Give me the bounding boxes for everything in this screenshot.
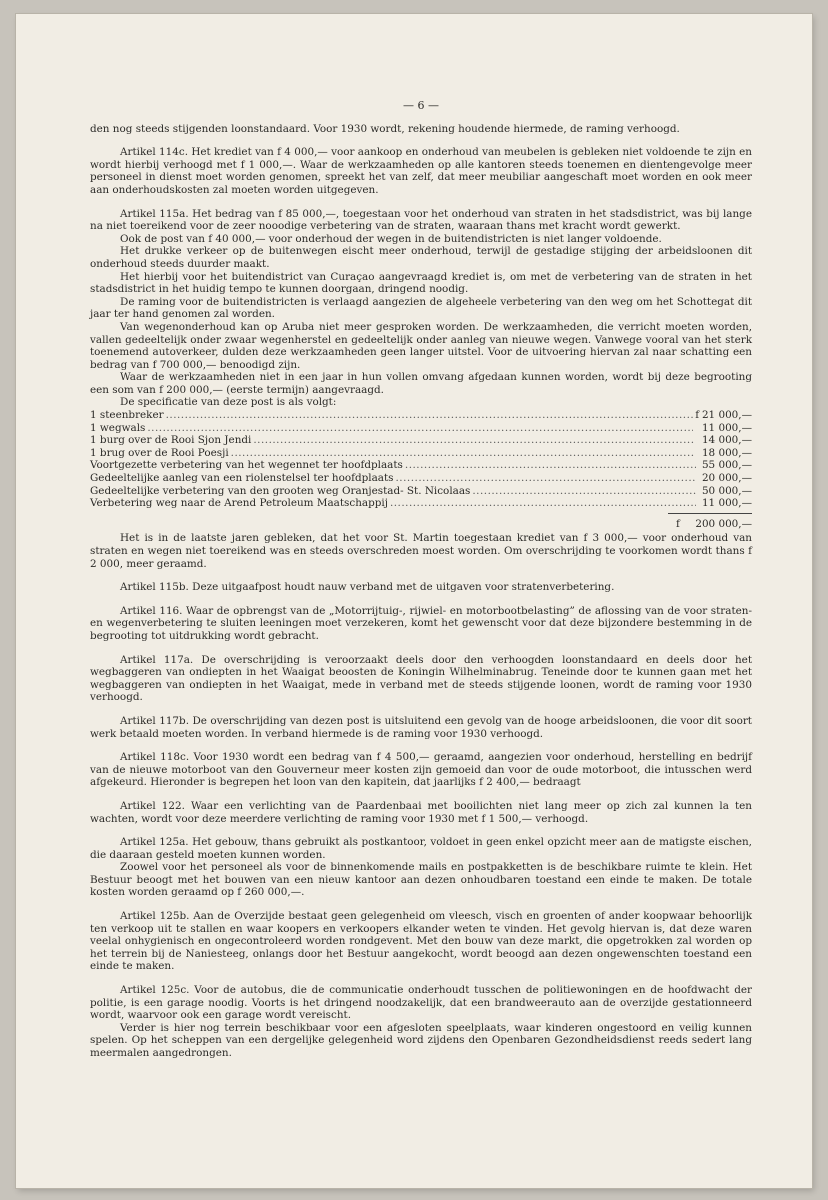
article-115a-line: De raming voor de buitendistricten is verlaagd aangezien de algeheele verbetering van den weg om het Schottegat dit jaar ter hand genomen zal worden. (90, 295, 752, 321)
article-125c-line: Verder is hier nog terrein beschikbaar voor een afgesloten speelplaats, waar kinderen ongestoord en veilig kunnen spelen. Op het scheppen van een dergelijke gelegenheid word zijdens den Openbaren Gezondheidsdienst reeds sedert lang meermalen aangedrongen. (90, 1021, 752, 1059)
article-115a-line: Ook de post van f 40 000,— voor onderhoud der wegen in de buitendistricten is niet langer voldoende. (120, 232, 662, 245)
spec-row (90, 497, 752, 510)
article-115a-line: Van wegenonderhoud kan op Aruba niet meer gesproken worden. De werkzaamheden, die verricht moeten worden, vallen gedeeltelijk onder zwaar wegenherstel en gedeeltelijk onder aanleg van nieuwe wegen. Vanwege vooral van het sterk toenemend autoverkeer, dulden deze werkzaamheden geen langer uitstel. Voor de uitvoering hiervan zal naar schatting een bedrag van f 700 000,— benoodigd zijn. (90, 320, 752, 371)
total-rule (90, 510, 752, 514)
spec-row (90, 485, 752, 498)
article-125b (90, 910, 752, 973)
spec-row (90, 409, 752, 422)
article-115a-line: De specificatie van deze post is als volgt: (120, 396, 337, 409)
article-125c-line: Artikel 125c. Voor de autobus, die de communicatie onderhoudt tusschen de politiewoningen en de hoofdwacht der politie, is een garage noodig. Voorts is het dringend noodzakelijk, dat een brandweerauto aan de overzijde gestationneerd wordt, waarvoor ook een garage wordt vereischt. (90, 984, 752, 1022)
article-125b-text: Artikel 125b. Aan de Overzijde bestaat geen gelegenheid om vleesch, visch en groenten of ander koopwaar behoorlijk ten verkoop uit te stallen en waar koopers en verkoopers elkander weten te vinden. Het gevolg hiervan is, dat deze waren veelal onhygienisch en ongecontroleerd worden rondgevent. Met den bouw van deze markt, die opgetrokken zal worden op het terrein bij de Naniesteeg, onlangs door het Bestuur aangekocht, wordt beoogd aan dezen ongewenschten toestand een einde te maken. (90, 910, 752, 973)
page-number: — 6 — (403, 99, 439, 112)
spec-label: Verbetering weg naar de Arend Petroleum Maatschappij (90, 497, 388, 510)
article-text: Artikel 117a. De overschrijding is veroorzaakt deels door den verhoogden loonstandaard en deels door het wegbaggeren van ondiepten in het Waaigat beoosten de Koningin Wilhelminabrug. Teneinde door te kunnen gaan met het wegbaggeren van ondiepten in het Waaigat, mede in verband met de steeds stijgende loonen, wordt de raming voor 1930 verhoogd. (90, 653, 752, 704)
article-125c (90, 984, 752, 1060)
spec-total-currency: f (676, 517, 680, 530)
article-118c (90, 751, 752, 789)
article-114c (90, 146, 752, 196)
article-117a (90, 654, 752, 704)
spec-amount: 20 000,— (701, 472, 752, 485)
spec-label: 1 brug over de Rooi Poesji (90, 446, 229, 459)
spec-label: Voortgezette verbetering van het wegennet ter hoofdplaats (90, 459, 403, 472)
article-115a (90, 208, 752, 571)
spec-total-row (90, 518, 752, 531)
specification-table (90, 409, 752, 530)
spec-label: 1 burg over de Rooi Sjon Jendi (90, 434, 252, 447)
st-martin-paragraph: Het is in de laatste jaren gebleken, dat het voor St. Martin toegestaan krediet van f 3 000,— voor onderhoud van straten en wegen niet toereikend was en steeds overschreden moest worden. Om overschrijding te voorkomen wordt thans f 2 000, meer geraamd. (90, 532, 752, 570)
article-125a-line: Zoowel voor het personeel als voor de binnenkomende mails en postpakketten is de beschikbare ruimte te klein. Het Bestuur beoogt met het bouwen van een nieuw kantoor aan dezen onhoudbaren toestand een einde te maken. De totale kosten worden geraamd op f 260 000,—. (90, 861, 752, 899)
article-text: Artikel 117b. De overschrijding van dezen post is uitsluitend een gevolg van de hooge arbeidsloonen, die voor dit soort werk betaald moeten worden. In verband hiermede is de raming voor 1930 verhoogd. (90, 714, 752, 740)
article-125a-line: Artikel 125a. Het gebouw, thans gebruikt als postkantoor, voldoet in geen enkel opzicht meer aan de matigste eischen, die daaraan gesteld moeten kunnen worden. (90, 836, 752, 861)
document-page (16, 14, 812, 1188)
article-115b (90, 581, 752, 594)
article-125a (90, 836, 752, 899)
paragraph-intro: den nog steeds stijgenden loonstandaard. Voor 1930 wordt, rekening houdende hiermede, de raming verhoogd. (90, 122, 680, 135)
article-text: Artikel 118c. Voor 1930 wordt een bedrag van f 4 500,— geraamd, aangezien voor onderhoud, herstelling en bedrijf van de nieuwe motorboot van den Gouverneur meer kosten zijn gemoeid dan voor de oude motorboot, die intusschen werd afgekeurd. Hieronder is begrepen het loon van den kapitein, dat jaarlijks f 2 400,— bedraagt (90, 751, 752, 789)
article-116 (90, 605, 752, 643)
article-text: Artikel 122. Waar een verlichting van de Paardenbaai met booilichten niet lang meer op zich zal kunnen la ten wachten, wordt voor deze meerdere verlichting de raming voor 1930 met f 1 500,— verhoogd. (90, 799, 752, 825)
spec-row (90, 422, 752, 435)
page-text (90, 100, 752, 1060)
spec-row (90, 472, 752, 485)
spec-amount: 11 000,— (701, 497, 752, 510)
article-115a-line: Het drukke verkeer op de buitenwegen eischt meer onderhoud, terwijl de gestadige stijging der arbeidsloonen dit onderhoud steeds duurder maakt. (90, 245, 752, 270)
spec-amount: 14 000,— (701, 434, 752, 447)
spec-label: 1 wegwals (90, 421, 146, 434)
spec-row (90, 447, 752, 460)
article-114c-text: Artikel 114c. Het krediet van f 4 000,— voor aankoop en onderhoud van meubelen is gebleken niet voldoende te zijn en wordt hierbij verhoogd met f 1 000,—. Waar de werkzaamheden op alle kantoren steeds toenemen en dientengevolge meer personeel in dienst moet worden genomen, spreekt het van zelf, dat meer meubiliar aangeschaft moet worden en ook meer aan onderhoudskosten zal moeten worden uitgegeven. (90, 146, 752, 196)
article-115a-line: Waar de werkzaamheden niet in een jaar in hun vollen omvang afgedaan kunnen worden, wordt bij deze begrooting een som van f 200 000,— (eerste termijn) aangevraagd. (90, 371, 752, 396)
spec-amount: 50 000,— (701, 484, 752, 497)
spec-label: Gedeeltelijke verbetering van den grooten weg Oranjestad- St. Nicolaas (90, 484, 471, 497)
article-text: Artikel 115b. Deze uitgaafpost houdt nauw verband met de uitgaven voor stratenverbetering. (120, 581, 615, 594)
article-text: Artikel 116. Waar de opbrengst van de „Motorrijtuig-, rijwiel- en motorbootbelasting” de aflossing van de voor straten- en wegenverbetering te sluiten leeningen moet verzekeren, komt het gewenscht voor dat deze bijzondere bestemming in de begrooting tot uitdrukking wordt gebracht. (90, 604, 752, 642)
article-115a-line: Artikel 115a. Het bedrag van f 85 000,—, toegestaan voor het onderhoud van straten in het stadsdistrict, was bij lange na niet toereikend voor de zeer nooodige verbetering van de straten, waaraan thans met kracht wordt gewerkt. (90, 207, 752, 233)
spec-row (90, 434, 752, 447)
spec-amount: 55 000,— (701, 459, 752, 472)
spec-row (90, 459, 752, 472)
spec-amount: 18 000,— (701, 446, 752, 459)
spec-amount: 11 000,— (701, 421, 752, 434)
article-117b (90, 715, 752, 740)
article-115a-line: Het hierbij voor het buitendistrict van Curaçao aangevraagd krediet is, om met de verbetering van de straten in het stadsdistrict in het huidig tempo te kunnen doorgaan, dringend noodig. (90, 270, 752, 296)
spec-total-amount: 200 000,— (695, 517, 752, 530)
article-122 (90, 800, 752, 825)
spec-amount: 21 000,— (701, 409, 752, 422)
spec-label: Gedeeltelijke aanleg van een riolenstelsel ter hoofdplaats (90, 472, 394, 485)
spec-currency: f (695, 409, 700, 422)
spec-label: 1 steenbreker (90, 409, 164, 422)
